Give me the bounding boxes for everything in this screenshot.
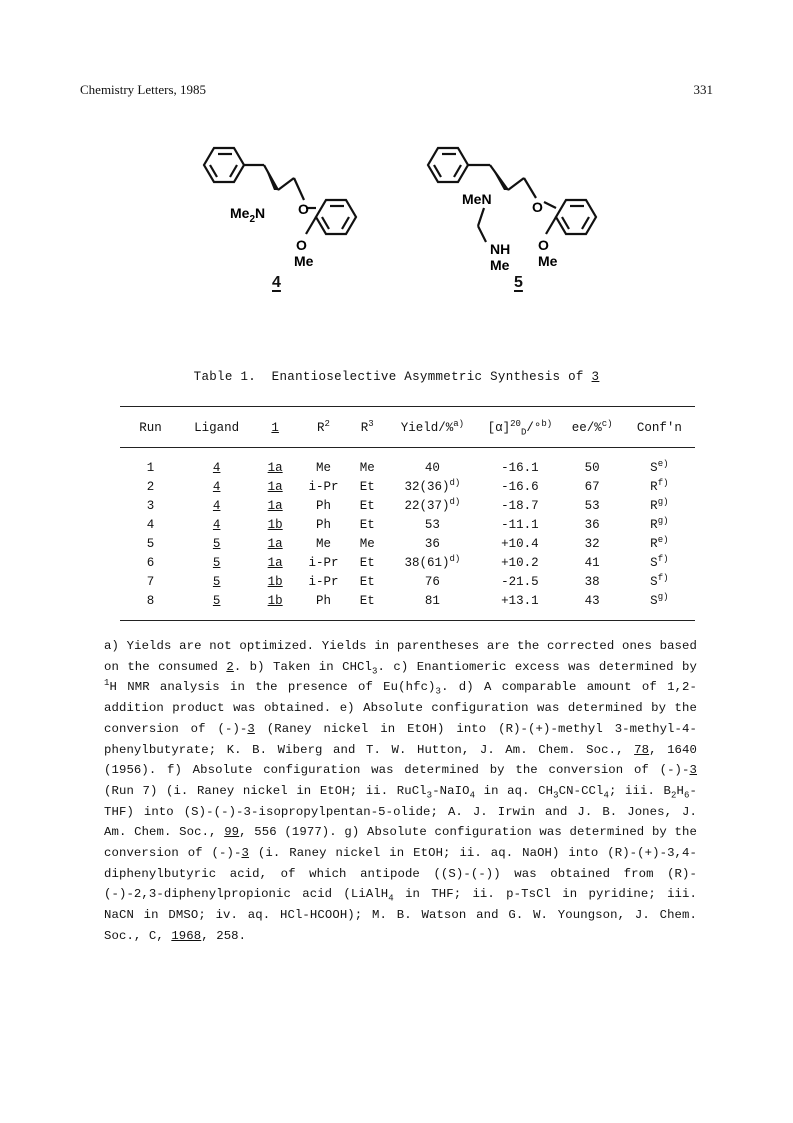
cell-yield: $32(36)^{d)}$ — [404, 477, 461, 494]
cell-r2: Me — [315, 460, 331, 475]
cell-ligand: 5 — [212, 574, 221, 589]
cell-ee: 50 — [584, 460, 600, 475]
label-men: MeN — [462, 191, 492, 207]
page-header — [80, 82, 713, 102]
cell-run: 7 — [146, 574, 155, 589]
cell-run: 3 — [146, 498, 155, 513]
col-substrate: 1 — [271, 421, 279, 435]
cell-r2: i-Pr — [308, 479, 339, 494]
cell-yield: $22(37)^{d)}$ — [404, 496, 461, 513]
col-ee: ee/%$^{c)}$ — [571, 418, 613, 435]
table-row — [120, 553, 695, 572]
cell-r2: Ph — [315, 517, 331, 532]
table-row — [120, 572, 695, 591]
table-caption — [0, 370, 793, 384]
cell-run: 8 — [146, 593, 155, 608]
cell-ee: 53 — [584, 498, 600, 513]
label-me2n: $Me_2N$ — [230, 205, 266, 225]
cell-ligand: 5 — [212, 593, 221, 608]
label-methoxy-o: O — [296, 237, 307, 253]
table-row — [120, 477, 695, 496]
cell-alpha: -11.1 — [501, 517, 539, 532]
caption-ref: 3 — [591, 370, 600, 384]
cell-conf: $R^{g)}$ — [650, 496, 669, 513]
cell-r2: i-Pr — [308, 574, 339, 589]
cell-r3: Et — [359, 593, 375, 608]
cell-alpha: -21.5 — [501, 574, 539, 589]
cell-r2: Ph — [315, 498, 331, 513]
cell-ligand: 4 — [212, 517, 221, 532]
label-methoxy-me: Me — [294, 253, 314, 269]
cell-substrate: 1a — [267, 460, 283, 475]
journal-title: Chemistry Letters, 1985 — [80, 82, 207, 97]
cell-substrate: 1b — [267, 574, 283, 589]
cell-alpha: +13.1 — [501, 593, 539, 608]
page-number: 331 — [693, 82, 713, 97]
cell-run: 5 — [146, 536, 155, 551]
cell-r3: Me — [359, 536, 375, 551]
cell-r3: Et — [359, 517, 375, 532]
cell-r3: Et — [359, 574, 375, 589]
footnotes — [104, 636, 697, 947]
col-r3: $R^3$ — [360, 418, 374, 435]
structure-4 — [190, 138, 390, 288]
cell-conf: $S^{e)}$ — [650, 458, 669, 475]
cell-r3: Et — [359, 498, 375, 513]
cell-ee: 67 — [584, 479, 600, 494]
cell-substrate: 1a — [267, 536, 283, 551]
structure-5 — [418, 138, 628, 288]
cell-substrate: 1b — [267, 593, 283, 608]
cell-run: 4 — [146, 517, 155, 532]
table-row — [120, 534, 695, 553]
cell-ligand: 4 — [212, 460, 221, 475]
col-alpha: $[\alpha]^{20}_D/^\circ^{b)}$ — [487, 418, 553, 438]
table-row — [120, 591, 695, 610]
cell-r3: Et — [359, 555, 375, 570]
table-header-row — [120, 407, 695, 447]
label-ether-o: O — [298, 201, 309, 217]
label-nh: NH — [490, 241, 511, 257]
cell-ee: 43 — [584, 593, 600, 608]
col-conf: Conf'n — [636, 421, 682, 435]
cell-ee: 32 — [584, 536, 600, 551]
cell-conf: $S^{f)}$ — [650, 572, 669, 589]
compound-number-4: 4 — [272, 274, 281, 291]
col-ligand: Ligand — [194, 421, 240, 435]
cell-ee: 41 — [584, 555, 600, 570]
cell-yield: 36 — [424, 536, 440, 551]
cell-run: 6 — [146, 555, 155, 570]
cell-substrate: 1a — [267, 479, 283, 494]
col-r2: $R^2$ — [317, 418, 330, 435]
label-methoxy-me-5: Me — [538, 253, 558, 269]
cell-ligand: 5 — [212, 555, 221, 570]
cell-r2: Me — [315, 536, 331, 551]
caption-prefix: Table 1. — [193, 370, 257, 384]
cell-conf: $S^{g)}$ — [650, 591, 669, 608]
cell-yield: $38(61)^{d)}$ — [404, 553, 461, 570]
cell-substrate: 1b — [267, 517, 283, 532]
col-yield: Yield/%$^{a)}$ — [400, 418, 465, 435]
cell-alpha: +10.2 — [501, 555, 539, 570]
cell-alpha: -16.1 — [501, 460, 539, 475]
cell-substrate: 1a — [267, 555, 283, 570]
cell-alpha: -18.7 — [501, 498, 539, 513]
cell-r3: Me — [359, 460, 375, 475]
cell-r2: i-Pr — [308, 555, 339, 570]
caption-text: Enantioselective Asymmetric Synthesis of — [271, 370, 584, 384]
label-ether-o-5: O — [532, 199, 543, 215]
cell-ee: 36 — [584, 517, 600, 532]
label-methoxy-o-5: O — [538, 237, 549, 253]
cell-conf: $R^{e)}$ — [650, 534, 669, 551]
col-run: Run — [139, 421, 162, 435]
compound-number-5: 5 — [514, 274, 523, 291]
table-row — [120, 458, 695, 477]
cell-ligand: 5 — [212, 536, 221, 551]
cell-alpha: +10.4 — [501, 536, 539, 551]
cell-conf: $R^{f)}$ — [650, 477, 669, 494]
cell-ligand: 4 — [212, 479, 221, 494]
cell-r2: Ph — [315, 593, 331, 608]
cell-run: 2 — [146, 479, 155, 494]
cell-r3: Et — [359, 479, 375, 494]
cell-yield: 81 — [424, 593, 440, 608]
table-row — [120, 515, 695, 534]
cell-ligand: 4 — [212, 498, 221, 513]
cell-alpha: -16.6 — [501, 479, 539, 494]
table-bottom-rule — [120, 620, 695, 621]
cell-ee: 38 — [584, 574, 600, 589]
cell-yield: 76 — [424, 574, 440, 589]
table-row — [120, 496, 695, 515]
label-nh-me: Me — [490, 257, 510, 273]
cell-yield: 53 — [424, 517, 440, 532]
cell-substrate: 1a — [267, 498, 283, 513]
cell-conf: $R^{g)}$ — [650, 515, 669, 532]
chemical-structures — [0, 138, 793, 298]
footnote-paragraph: a) Yields are not optimized. Yields in parentheses are the corrected ones based on the consumed 2. b) Taken in CHCl$_3$. c) Enantiomeric excess was determined by $^1$H NMR analysis in the presence of $Eu(hfc)_3$. d) A comparable amount of 1,2-addition product was obtained. e) Absolute configuration was determined by the conversion of (-)-3 (Raney nickel in EtOH) into (R)-(+)-methyl 3-methyl-4-phenylbutyrate; K. B. Wiberg and T. W. Hutton, J. Am. Chem. Soc., 78, 1640 (1956). f) Absolute configuration was determined by the conversion of (-)-3 (Run 7) (i. Raney nickel in EtOH; ii. RuCl$_3$-NaIO$_4$ in aq. $CH_3CN-CCl_4$; iii. $B_2H_6-THF$) into (S)-(-)-3-isopropylpentan-5-olide; A. J. Irwin and J. B. Jones, J. Am. Chem. Soc., 99, 556 (1977). g) Absolute configuration was determined by the conversion of (-)-3 (i. Raney nickel in EtOH; ii. aq. NaOH) into (R)-(+)-3,4-diphenylbutyric acid, of which antipode ((S)-(-)) was obtained from (R)-(-)-2,3-diphenylpropionic acid (LiAlH$_4$ in THF; ii. p-TsCl in pyridine; iii. NaCN in DMSO; iv. aq. HCl-HCOOH); M. B. Watson and G. W. Youngson, J. Chem. Soc., C, 1968, 258. — [104, 639, 698, 943]
cell-conf: $S^{f)}$ — [650, 553, 669, 570]
cell-yield: 40 — [424, 460, 440, 475]
results-table — [120, 406, 695, 621]
cell-run: 1 — [146, 460, 155, 475]
